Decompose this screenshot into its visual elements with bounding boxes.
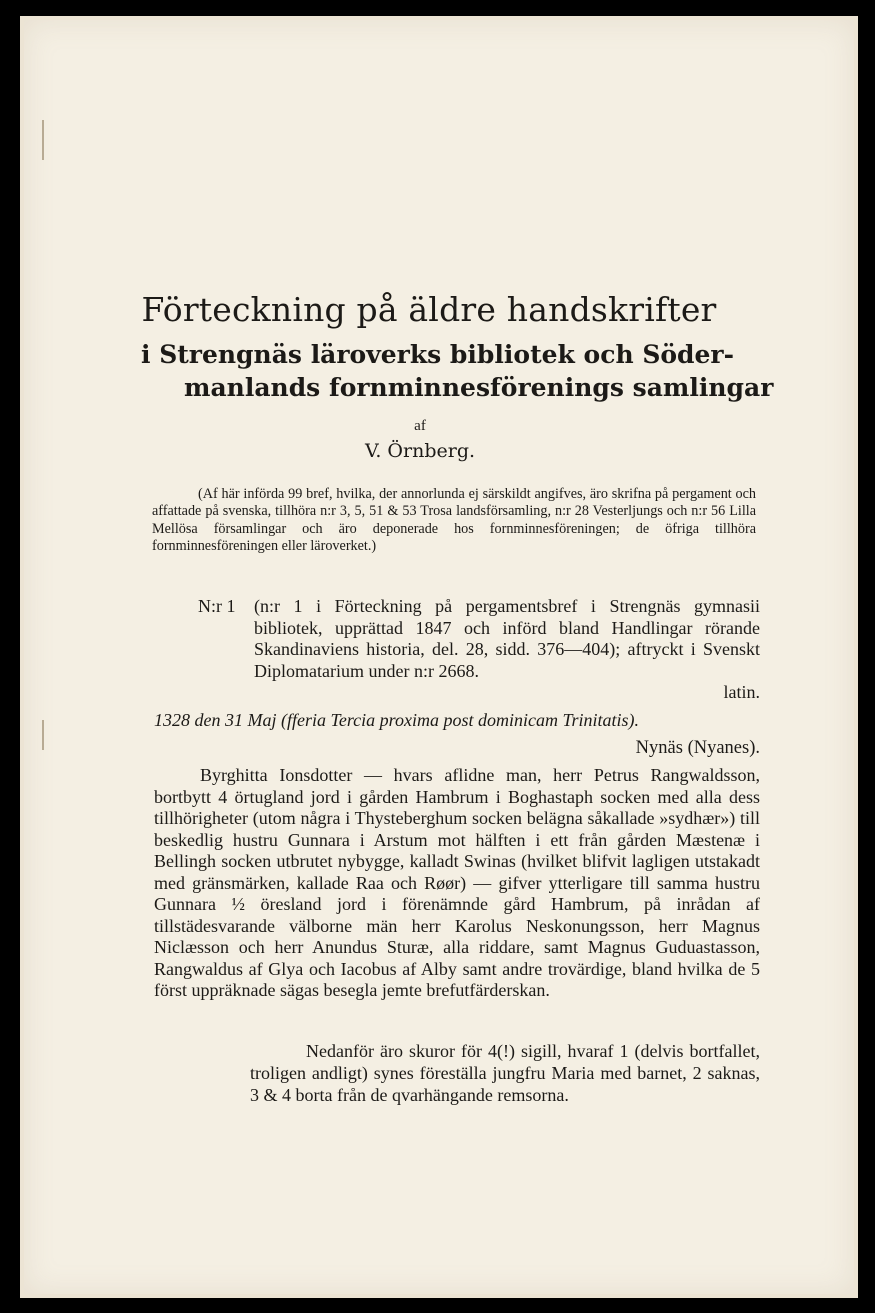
entry-number: N:r 1 [198, 596, 236, 616]
byline: af [414, 418, 426, 434]
margin-mark [42, 120, 44, 160]
margin-mark [42, 720, 44, 750]
charter-summary: Byrghitta Ionsdotter — hvars aflidne man, herr Petrus Rangwaldsson, bortbytt 4 örtugland jord i gården Hambrum i Boghastaph socken med alla dess tillhörigheter (utom några i Thysteberghum socken belägna såkallade »sydhær») till beskedlig hustru Gunnara i Arstum mot hälften i ett från gården Mæstenæ i Bellingh socken utbrutet nybygge, kalladt Swinas (hvilket blifvit lagligen utstakadt med gränsmärken, kallade Raa och Røør) — gifver ytterligare till samma hustru Gunnara ½ öresland jord i förenämnde gård Hambrum, på inrådan af tillstädesvarande välborne män herr Karolus Neskonungsson, herr Magnus Niclæsson och herr Anundus Sturæ, alla riddare, samt Magnus Guduastasson, Rangwaldus af Glya och Iacobus af Alby samt andre trovärdige, bland hvilka de 5 först uppräknade sägas besegla jemte brefutfärderskan. [154, 765, 760, 1000]
charter-date: 1328 den 31 Maj (fferia Tercia proxima post dominicam Trinitatis). [154, 710, 639, 730]
title-line-3: manlands fornminnesförenings samlingar [184, 373, 774, 402]
seal-description: Nedanför äro skuror för 4(!) sigill, hvaraf 1 (delvis bortfallet, troligen andligt) synes föreställa jungfru Maria med barnet, 2 saknas, 3 & 4 borta från de qvarhängande remsorna. [250, 1041, 760, 1105]
entry-language: latin. [723, 682, 760, 702]
title-line-2: i Strengnäs läroverks bibliotek och Söder- [141, 340, 734, 369]
author-name: V. Örnberg. [364, 440, 476, 462]
title-line-1: Förteckning på äldre handskrifter [141, 290, 717, 329]
entry-reference: (n:r 1 i Förteckning på pergamentsbref i Strengnäs gymnasii bibliotek, upprättad 1847 och införd bland Handlingar rörande Skandinaviens historia, del. 28, sidd. 376—404); aftryckt i Svenskt Diplomatarium under n:r 2668. [254, 596, 760, 681]
introductory-note-text: (Af här införda 99 bref, hvilka, der annorlunda ej särskildt angifves, äro skrifna på pergament och affattade på svenska, tillhöra n:r 3, 5, 51 & 53 Trosa landsförsamling, n:r 28 Vesterljungs och n:r 56 Lilla Mellösa församlingar och äro deponerade hos fornminnesföreningen; de öfriga tillhöra fornminnesföreningen eller läroverket.) [152, 486, 756, 555]
introductory-note [152, 486, 756, 556]
charter-place: Nynäs (Nyanes). [635, 738, 760, 758]
